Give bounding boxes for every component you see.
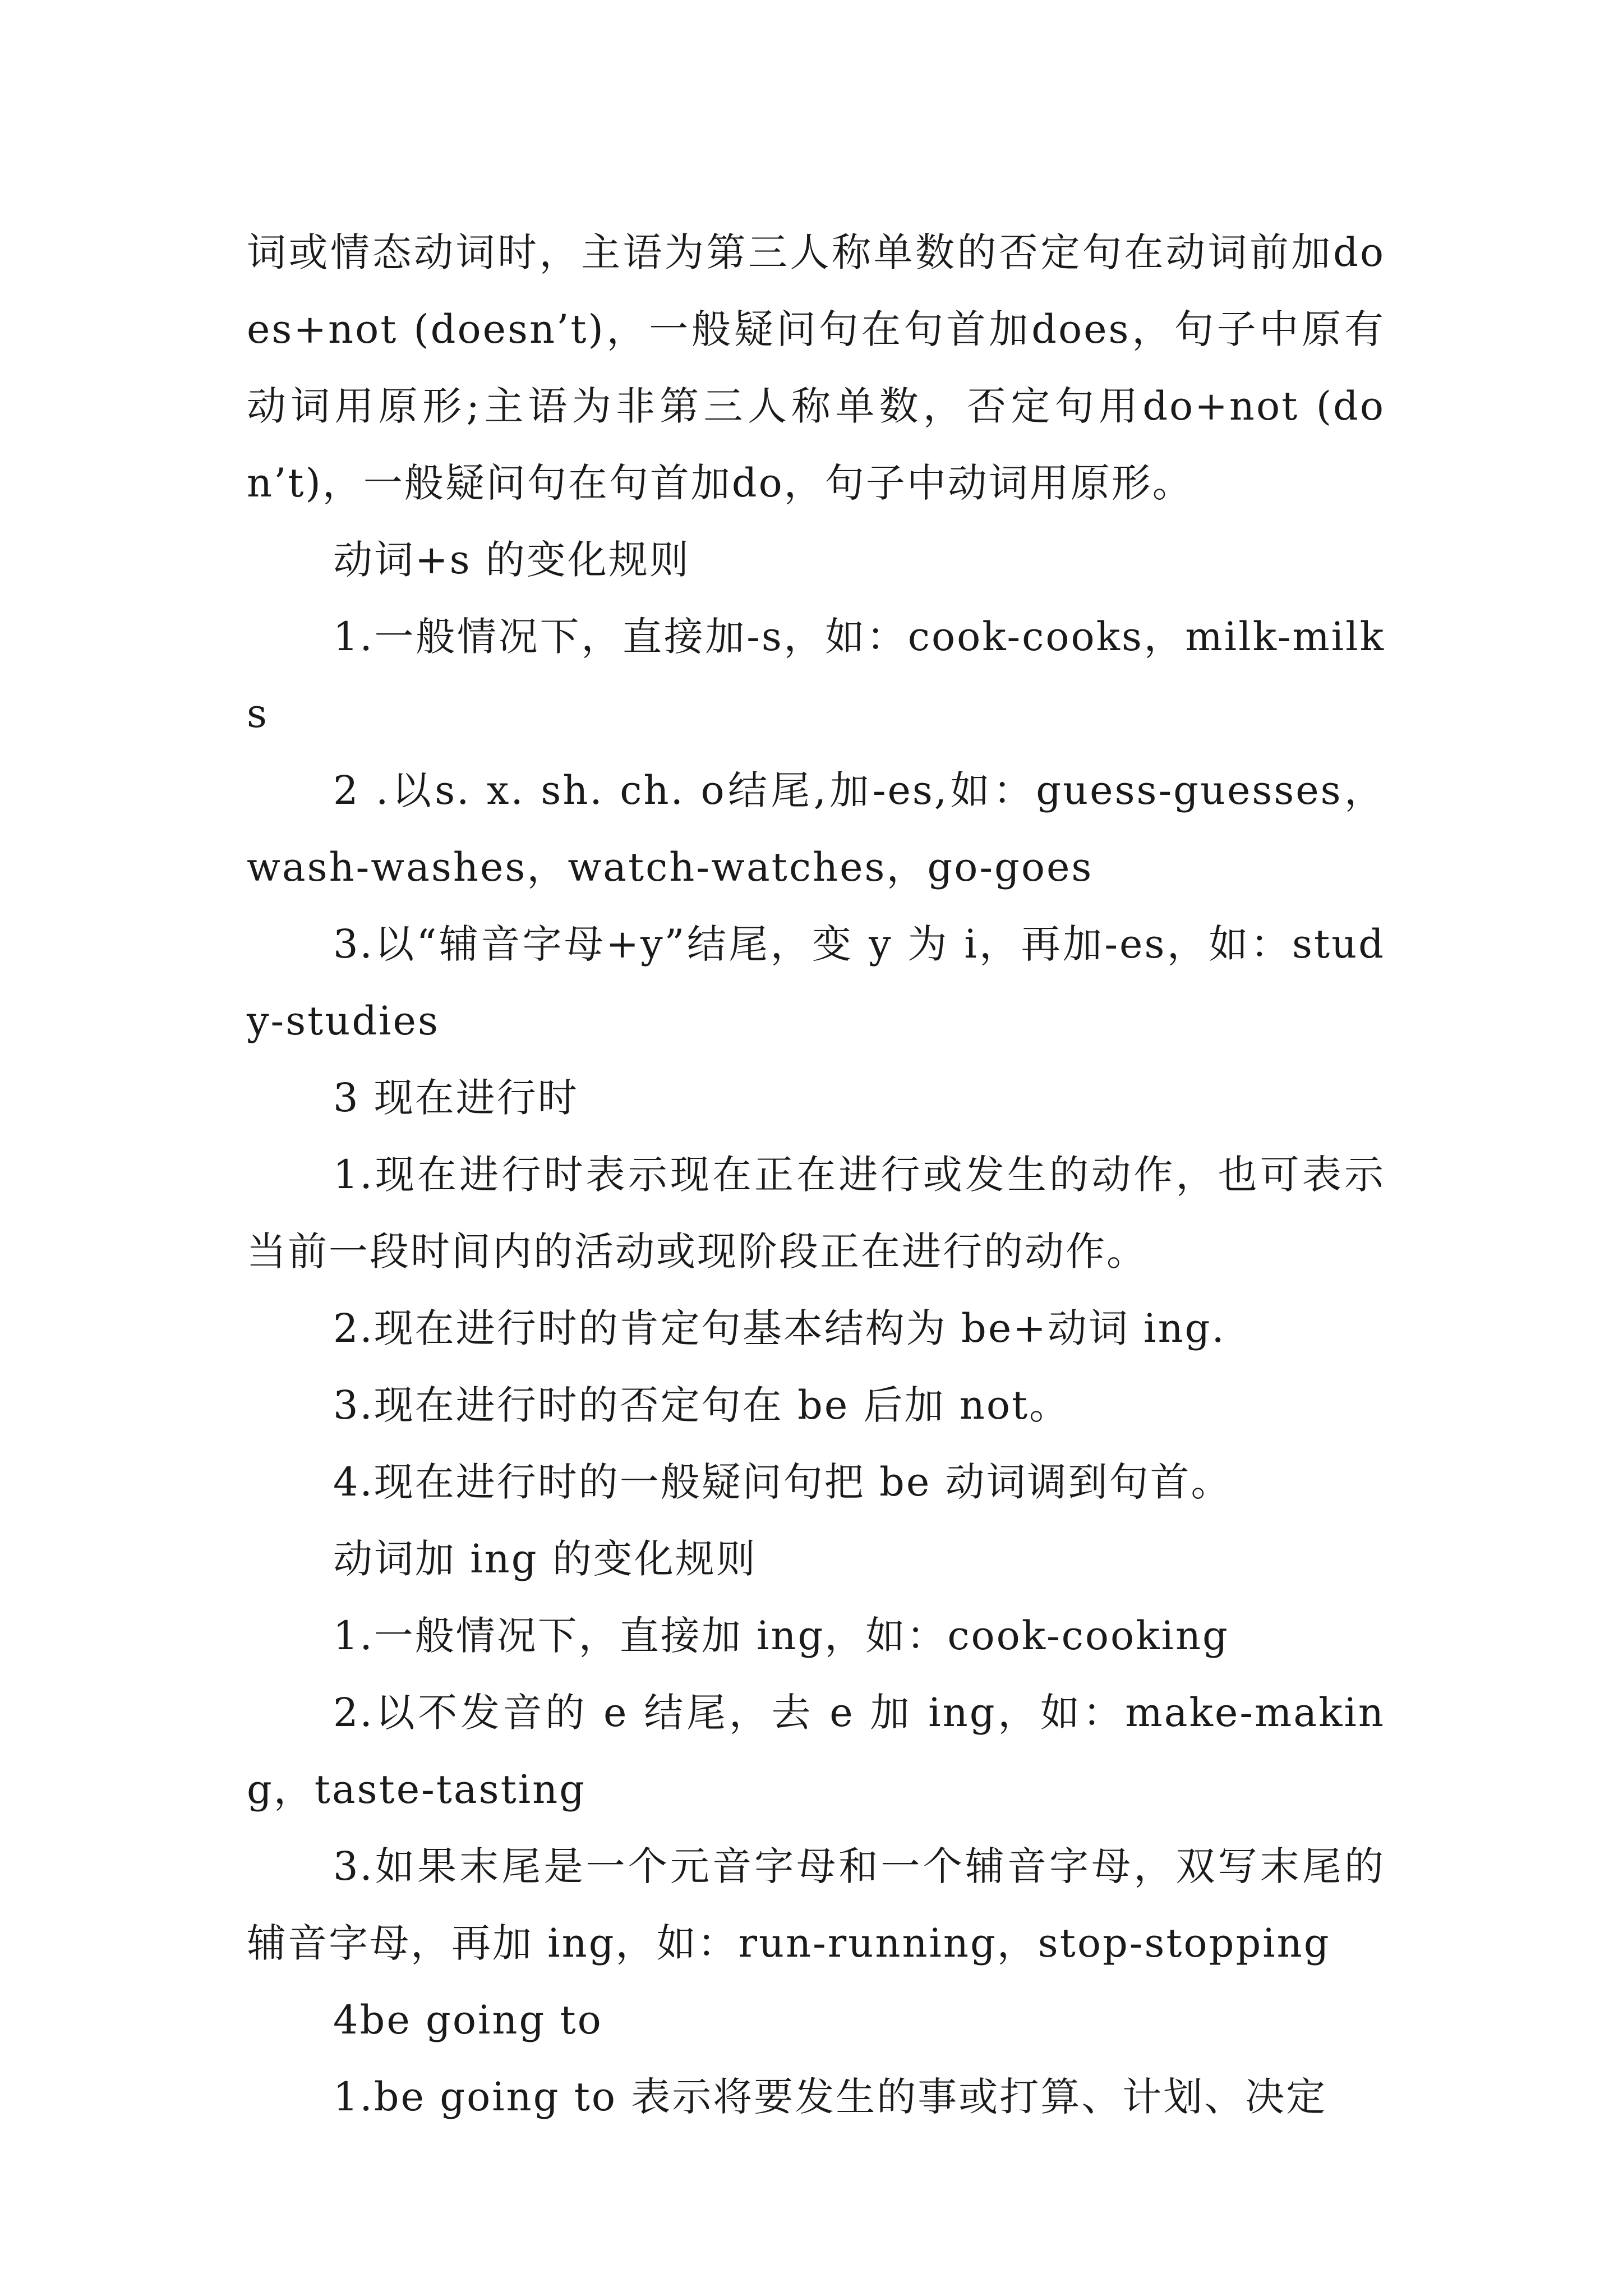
heading-verb-s-rules: 动词+s 的变化规则 (333, 537, 690, 583)
heading-be-going-to: 4be going to (333, 1997, 603, 2043)
present-continuous-3: 3.现在进行时的否定句在 be 后加 not。 (333, 1382, 1071, 1428)
present-continuous-4: 4.现在进行时的一般疑问句把 be 动词调到句首。 (333, 1459, 1232, 1505)
present-continuous-1: 1.现在进行时表示现在正在进行或发生的动作，也可表示当前一段时间内的活动或现阶段正在进行的动作。 (247, 1152, 1385, 1274)
rule-ing-3: 3.如果末尾是一个元音字母和一个辅音字母，双写末尾的辅音字母，再加 ing，如：run-running，stop-stopping (247, 1843, 1385, 1966)
body-text (247, 214, 1385, 2136)
rule-ing-2: 2.以不发音的 e 结尾，去 e 加 ing，如：make-making，taste-tasting (247, 1690, 1385, 1812)
rule-ing-1: 1.一般情况下，直接加 ing，如：cook-cooking (333, 1613, 1229, 1659)
rule-s-2: 2 .以s. x. sh. ch. o结尾,加-es,如：guess-guesses，wash-washes，watch-watches，go-goes (247, 767, 1385, 890)
heading-verb-ing-rules: 动词加 ing 的变化规则 (333, 1536, 757, 1582)
be-going-to-1: 1.be going to 表示将要发生的事或打算、计划、决定 (333, 2074, 1327, 2120)
rule-s-1: 1.一般情况下，直接加-s，如：cook-cooks，milk-milks (247, 614, 1385, 737)
heading-present-continuous: 3 现在进行时 (333, 1075, 579, 1121)
present-continuous-2: 2.现在进行时的肯定句基本结构为 be+动词 ing. (333, 1305, 1226, 1351)
paragraph-continuation: 词或情态动词时，主语为第三人称单数的否定句在动词前加does+not (doesn’t)，一般疑问句在句首加does，句子中原有动词用原形;主语为非第三人称单数，否定句用do+not (don’t)，一般疑问句在句首加do，句子中动词用原形。 (247, 229, 1385, 506)
rule-s-3: 3.以“辅音字母+y”结尾，变 y 为 i，再加-es，如：study-studies (247, 921, 1385, 1044)
